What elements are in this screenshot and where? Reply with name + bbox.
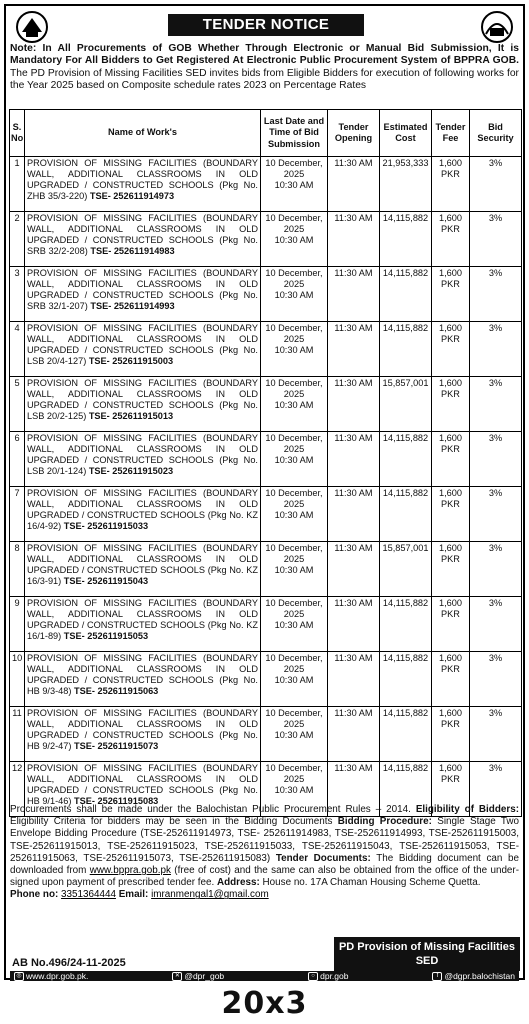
social-twitter[interactable]: [172, 971, 224, 981]
cell-work: [25, 377, 261, 432]
work-name: PROVISION OF MISSING FACILITIES (BOUNDARY WALL, ADDITIONAL CLASSROOMS IN OLD UPGRADED / CONSTRUCTED SCHOOLS (Pkg No. LSB 20/1-124): [27, 433, 258, 477]
phone-label: Phone no:: [10, 889, 59, 901]
opening-time: 11:30 AM: [334, 213, 373, 223]
cell-sno: [10, 707, 25, 762]
bid-security: 3%: [488, 268, 503, 278]
cell-opening: [328, 652, 380, 707]
work-name: PROVISION OF MISSING FACILITIES (BOUNDARY WALL, ADDITIONAL CLASSROOMS IN OLD UPGRADED / CONSTRUCTED SCHOOLS (Pkg No. KZ 16/4-92): [27, 488, 258, 532]
cell-last-date: [261, 487, 328, 542]
estimated-cost: 15,857,001: [382, 543, 429, 553]
opening-time: 11:30 AM: [334, 653, 373, 663]
cell-cost: [380, 542, 432, 597]
tender-notice-page: [4, 4, 525, 980]
signatory-line2: SED: [415, 955, 439, 967]
col-header-security: Bid Security: [470, 110, 522, 157]
cell-last-date: [261, 322, 328, 377]
cell-cost: [380, 157, 432, 212]
government-emblem-icon: [12, 10, 52, 44]
social-facebook-text: @dgpr.balochistan: [444, 971, 515, 981]
cell-work: [25, 597, 261, 652]
cell-last-date: [261, 267, 328, 322]
last-time: 10:30 AM: [274, 565, 314, 576]
last-time: 10:30 AM: [274, 345, 314, 356]
cell-sno: [10, 652, 25, 707]
cell-opening: [328, 212, 380, 267]
work-name: PROVISION OF MISSING FACILITIES (BOUNDARY WALL, ADDITIONAL CLASSROOMS IN OLD UPGRADED / CONSTRUCTED SCHOOLS (Pkg No. LSB 20/2-125): [27, 378, 258, 422]
cell-cost: [380, 597, 432, 652]
tse-number: TSE- 252611915073: [74, 741, 159, 752]
table-header-row: [10, 110, 522, 157]
cell-fee: [432, 707, 470, 762]
tse-number: TSE- 252611915023: [88, 466, 174, 477]
cell-sno: [10, 487, 25, 542]
last-date: 10 December, 2025: [265, 708, 323, 730]
bid-security: 3%: [488, 598, 503, 608]
last-time: 10:30 AM: [274, 235, 314, 246]
cell-work: [25, 267, 261, 322]
table-row: [10, 432, 522, 487]
last-time: 10:30 AM: [274, 730, 314, 741]
opening-time: 11:30 AM: [334, 378, 373, 388]
tse-number: TSE- 252611914983: [90, 246, 175, 257]
cell-last-date: [261, 597, 328, 652]
cell-opening: [328, 377, 380, 432]
signatory-line1: PD Provision of Missing Facilities: [338, 941, 516, 953]
cell-fee: [432, 597, 470, 652]
work-name: PROVISION OF MISSING FACILITIES (BOUNDARY WALL, ADDITIONAL CLASSROOMS IN OLD UPGRADED / CONSTRUCTED SCHOOLS (Pkg No. HB 9/1-46): [27, 763, 258, 807]
email-link[interactable]: imranmengal1@gmail.com: [151, 889, 269, 901]
page-title: TENDER NOTICE: [168, 14, 364, 36]
last-date: 10 December, 2025: [265, 268, 323, 290]
table-row: [10, 157, 522, 212]
cell-work: [25, 652, 261, 707]
sno-value: 12: [12, 763, 23, 773]
estimated-cost: 15,857,001: [382, 378, 429, 388]
tender-fee: 1,600 PKR: [439, 708, 462, 730]
opening-time: 11:30 AM: [334, 268, 373, 278]
cell-security: [470, 652, 522, 707]
cell-fee: [432, 322, 470, 377]
work-name: PROVISION OF MISSING FACILITIES (BOUNDARY WALL, ADDITIONAL CLASSROOMS IN OLD UPGRADED / CONSTRUCTED SCHOOLS (Pkg No. SRB 32/1-207): [27, 268, 258, 312]
cell-opening: [328, 322, 380, 377]
last-date: 10 December, 2025: [265, 433, 323, 455]
sno-value: 11: [12, 708, 22, 718]
sno-value: 10: [12, 653, 23, 663]
cell-work: [25, 707, 261, 762]
sno-value: 3: [14, 268, 20, 278]
table-row: [10, 267, 522, 322]
address-text: House no. 17A Chaman Housing Scheme Quetta.: [259, 877, 481, 889]
estimated-cost: 14,115,882: [382, 598, 429, 608]
col-header-last-date: Last Date and Time of Bid Submission: [261, 110, 328, 157]
procedure-text: Single Stage Two Envelope Bidding Procedure (TSE-252611914973, TSE- 252611914983, TSE-252611914993, TSE-252611915003, TSE-252611915013, TSE-252611915023, TSE-252611915033, TSE-252611915043, TSE-252611915053, TSE-252611915063, TSE-252611915073, TSE-252611915083): [10, 816, 520, 864]
last-time: 10:30 AM: [274, 620, 314, 631]
globe-icon: ◎: [14, 972, 24, 981]
twitter-icon: ✕: [172, 972, 182, 981]
col-header-sno: S. No: [10, 110, 25, 157]
cell-opening: [328, 487, 380, 542]
tender-fee: 1,600 PKR: [439, 213, 462, 235]
cell-work: [25, 432, 261, 487]
bid-security: 3%: [488, 213, 503, 223]
estimated-cost: 14,115,882: [382, 213, 429, 223]
last-date: 10 December, 2025: [265, 653, 323, 675]
cell-cost: [380, 432, 432, 487]
tender-fee: 1,600 PKR: [439, 598, 462, 620]
table-row: [10, 542, 522, 597]
bid-security: 3%: [488, 378, 503, 388]
cell-sno: [10, 542, 25, 597]
last-time: 10:30 AM: [274, 400, 314, 411]
tse-number: TSE- 252611914973: [89, 191, 175, 202]
cell-security: [470, 157, 522, 212]
tse-number: TSE- 252611915083: [74, 796, 159, 807]
documents-text: The Bidding document can be downloaded from: [10, 852, 519, 877]
cell-fee: [432, 542, 470, 597]
last-date: 10 December, 2025: [265, 213, 323, 235]
last-date: 10 December, 2025: [265, 598, 323, 620]
bid-security: 3%: [488, 653, 503, 663]
bid-security: 3%: [488, 708, 503, 718]
last-date: 10 December, 2025: [265, 158, 323, 180]
last-date: 10 December, 2025: [265, 543, 323, 565]
last-time: 10:30 AM: [274, 180, 314, 191]
signatory-box: [334, 937, 520, 971]
estimated-cost: 14,115,882: [382, 433, 429, 443]
col-header-opening: Tender Opening: [328, 110, 380, 157]
sno-value: 7: [14, 488, 20, 498]
cell-cost: [380, 487, 432, 542]
cell-security: [470, 542, 522, 597]
cell-fee: [432, 267, 470, 322]
tse-number: TSE- 252611914993: [90, 301, 175, 312]
note-text: The PD Provision of Missing Facilities SED invites bids from Eligible Bidders for execution of following works for the Year 2025 based on Composite schedule rates 2023 on Percentage Rates: [10, 67, 519, 92]
sno-value: 6: [14, 433, 20, 443]
eligibility-text: Eligibility Criteria for bidders may be seen in the Bidding Documents: [10, 816, 338, 828]
last-date: 10 December, 2025: [265, 323, 323, 345]
opening-time: 11:30 AM: [334, 763, 373, 773]
cell-opening: [328, 267, 380, 322]
estimated-cost: 14,115,882: [382, 653, 429, 663]
tse-number: TSE- 252611915013: [88, 411, 174, 422]
sno-value: 2: [14, 213, 20, 223]
email-label: Email:: [118, 889, 149, 901]
tender-fee: 1,600 PKR: [439, 323, 462, 345]
table-row: [10, 652, 522, 707]
estimated-cost: 21,953,333: [382, 158, 429, 168]
cell-last-date: [261, 432, 328, 487]
bppra-link[interactable]: www.bppra.gob.pk: [89, 865, 171, 877]
col-header-work: Name of Work's: [25, 110, 261, 157]
last-time: 10:30 AM: [274, 455, 314, 466]
cell-work: [25, 157, 261, 212]
social-instagram-text: dpr.gob: [320, 971, 349, 981]
work-name: PROVISION OF MISSING FACILITIES (BOUNDARY WALL, ADDITIONAL CLASSROOMS IN OLD UPGRADED / CONSTRUCTED SCHOOLS (Pkg No. KZ 16/1-89): [27, 598, 258, 642]
work-name: PROVISION OF MISSING FACILITIES (BOUNDARY WALL, ADDITIONAL CLASSROOMS IN OLD UPGRADED / CONSTRUCTED SCHOOLS (Pkg No. KZ 16/3-91): [27, 543, 258, 587]
cell-sno: [10, 377, 25, 432]
work-name: PROVISION OF MISSING FACILITIES (BOUNDARY WALL, ADDITIONAL CLASSROOMS IN OLD UPGRADED / CONSTRUCTED SCHOOLS (Pkg No. ZHB 35/3-220): [27, 158, 258, 202]
table-row: [10, 597, 522, 652]
sno-value: 8: [14, 543, 20, 553]
cell-last-date: [261, 707, 328, 762]
footer-paragraph: [10, 804, 519, 902]
cell-cost: [380, 652, 432, 707]
estimated-cost: 14,115,882: [382, 708, 429, 718]
tender-fee: 1,600 PKR: [439, 543, 462, 565]
cell-sno: [10, 212, 25, 267]
last-time: 10:30 AM: [274, 675, 314, 686]
social-facebook[interactable]: [432, 971, 515, 981]
documents-text-2: (free of cost) and the same can also be obtained from the office of the under-signed upon payment of prescribed tender fee.: [10, 865, 520, 889]
procedure-label: Bidding Procedure:: [337, 816, 432, 828]
tse-number: TSE- 252611915003: [88, 356, 174, 367]
bid-security: 3%: [488, 543, 503, 553]
cell-security: [470, 707, 522, 762]
sno-value: 5: [14, 378, 20, 388]
ab-number: AB No.496/24-11-2025: [12, 957, 126, 969]
tse-number: TSE- 252611915043: [63, 576, 149, 587]
phone-link[interactable]: 3351364444: [61, 889, 116, 901]
cell-opening: [328, 432, 380, 487]
social-instagram[interactable]: [308, 971, 348, 981]
tender-fee: 1,600 PKR: [439, 158, 462, 180]
estimated-cost: 14,115,882: [382, 763, 429, 773]
social-web-text: www.dpr.gob.pk.: [26, 971, 89, 981]
footer-rules-text: Procurements shall be made under the Balochistan Public Procurement Rules – 2014.: [10, 804, 416, 815]
cell-fee: [432, 487, 470, 542]
opening-time: 11:30 AM: [334, 433, 373, 443]
cell-sno: [10, 157, 25, 212]
tse-number: TSE- 252611915033: [63, 521, 149, 532]
cell-work: [25, 322, 261, 377]
address-label: Address:: [216, 877, 260, 889]
tender-fee: 1,600 PKR: [439, 488, 462, 510]
bid-security: 3%: [488, 763, 503, 773]
opening-time: 11:30 AM: [334, 323, 373, 333]
opening-time: 11:30 AM: [334, 488, 373, 498]
work-name: PROVISION OF MISSING FACILITIES (BOUNDARY WALL, ADDITIONAL CLASSROOMS IN OLD UPGRADED / CONSTRUCTED SCHOOLS (Pkg No. SRB 32/2-208): [27, 213, 258, 257]
cell-sno: [10, 267, 25, 322]
cell-cost: [380, 212, 432, 267]
cell-fee: [432, 432, 470, 487]
work-name: PROVISION OF MISSING FACILITIES (BOUNDARY WALL, ADDITIONAL CLASSROOMS IN OLD UPGRADED / CONSTRUCTED SCHOOLS (Pkg No. HB 9/3-48): [27, 653, 258, 697]
cell-cost: [380, 707, 432, 762]
cell-last-date: [261, 377, 328, 432]
bid-security: 3%: [488, 158, 503, 168]
tender-fee: 1,600 PKR: [439, 433, 462, 455]
col-header-cost: Estimated Cost: [380, 110, 432, 157]
opening-time: 11:30 AM: [334, 708, 373, 718]
cell-fee: [432, 652, 470, 707]
cell-work: [25, 487, 261, 542]
cell-security: [470, 597, 522, 652]
cell-security: [470, 487, 522, 542]
tender-fee: 1,600 PKR: [439, 268, 462, 290]
tender-fee: 1,600 PKR: [439, 378, 462, 400]
social-twitter-text: @dpr_gob: [184, 971, 225, 981]
cell-opening: [328, 597, 380, 652]
bid-security: 3%: [488, 433, 503, 443]
cell-security: [470, 212, 522, 267]
cell-cost: [380, 267, 432, 322]
cell-last-date: [261, 157, 328, 212]
work-name: PROVISION OF MISSING FACILITIES (BOUNDARY WALL, ADDITIONAL CLASSROOMS IN OLD UPGRADED / CONSTRUCTED SCHOOLS (Pkg No. LSB 20/4-127): [27, 323, 258, 367]
works-table: [9, 109, 522, 817]
sno-value: 9: [14, 598, 20, 608]
col-header-fee: Tender Fee: [432, 110, 470, 157]
cell-work: [25, 542, 261, 597]
sno-value: 1: [14, 158, 20, 168]
cell-sno: [10, 432, 25, 487]
tender-fee: 1,600 PKR: [439, 763, 462, 785]
table-row: [10, 322, 522, 377]
last-time: 10:30 AM: [274, 510, 314, 521]
bid-security: 3%: [488, 488, 503, 498]
table-row: [10, 487, 522, 542]
cell-opening: [328, 542, 380, 597]
social-bar: [10, 971, 519, 981]
last-time: 10:30 AM: [274, 290, 314, 301]
department-logo-icon: [477, 10, 517, 44]
cell-cost: [380, 377, 432, 432]
table-row: [10, 707, 522, 762]
cell-security: [470, 322, 522, 377]
cell-last-date: [261, 542, 328, 597]
cell-security: [470, 267, 522, 322]
last-date: 10 December, 2025: [265, 763, 323, 785]
cell-last-date: [261, 212, 328, 267]
documents-label: Tender Documents:: [275, 852, 371, 864]
cell-work: [25, 212, 261, 267]
cell-fee: [432, 212, 470, 267]
cell-fee: [432, 157, 470, 212]
last-date: 10 December, 2025: [265, 488, 323, 510]
social-web[interactable]: [14, 971, 88, 981]
bottom-code: 20x3: [221, 986, 308, 1021]
estimated-cost: 14,115,882: [382, 268, 429, 278]
tse-number: TSE- 252611915053: [63, 631, 149, 642]
opening-time: 11:30 AM: [334, 598, 373, 608]
estimated-cost: 14,115,882: [382, 323, 429, 333]
cell-opening: [328, 707, 380, 762]
sno-value: 4: [14, 323, 20, 333]
estimated-cost: 14,115,882: [382, 488, 429, 498]
cell-sno: [10, 597, 25, 652]
tse-number: TSE- 252611915063: [74, 686, 159, 697]
opening-time: 11:30 AM: [334, 158, 373, 168]
table-row: [10, 377, 522, 432]
opening-time: 11:30 AM: [334, 543, 373, 553]
last-time: 10:30 AM: [274, 785, 314, 796]
eligibility-label: Eligibility of Bidders:: [415, 804, 519, 815]
cell-sno: [10, 322, 25, 377]
work-name: PROVISION OF MISSING FACILITIES (BOUNDARY WALL, ADDITIONAL CLASSROOMS IN OLD UPGRADED / CONSTRUCTED SCHOOLS (Pkg No. HB 9/2-47): [27, 708, 258, 752]
cell-last-date: [261, 652, 328, 707]
note-paragraph: [10, 43, 519, 93]
cell-opening: [328, 157, 380, 212]
cell-security: [470, 377, 522, 432]
cell-fee: [432, 377, 470, 432]
facebook-icon: f: [432, 972, 442, 981]
table-row: [10, 212, 522, 267]
cell-security: [470, 432, 522, 487]
tender-fee: 1,600 PKR: [439, 653, 462, 675]
bid-security: 3%: [488, 323, 503, 333]
instagram-icon: ○: [308, 972, 318, 981]
last-date: 10 December, 2025: [265, 378, 323, 400]
note-bold: Note: In All Procurements of GOB Whether Through Electronic or Manual Bid Submission, It is Mandatory For All Bidders to Get Registered At Electronic Public Procurement System of BPPRA GOB.: [10, 43, 519, 67]
cell-cost: [380, 322, 432, 377]
